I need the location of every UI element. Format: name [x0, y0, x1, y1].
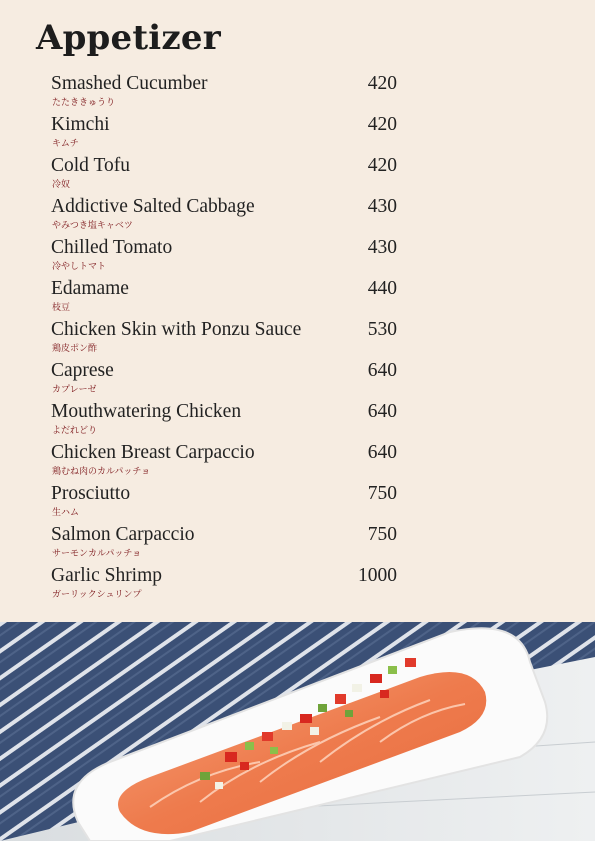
- menu-item-name: Edamame: [51, 278, 129, 299]
- menu-item-name: Caprese: [51, 360, 114, 381]
- menu-item-price: 420: [367, 155, 397, 176]
- menu-item-name: Smashed Cucumber: [51, 73, 208, 94]
- menu-item-price: 430: [367, 196, 397, 217]
- menu-item-japanese-name: ガーリックシュリンプ: [52, 590, 142, 600]
- menu-item: [51, 278, 397, 319]
- menu-item-price: 1000: [358, 565, 397, 586]
- menu-item-price: 440: [367, 278, 397, 299]
- menu-item-name: Chilled Tomato: [51, 237, 173, 258]
- menu-item-name: Mouthwatering Chicken: [51, 401, 242, 422]
- menu-item-japanese-name: 枝豆: [52, 303, 71, 313]
- menu-item-name: Chicken Skin with Ponzu Sauce: [51, 319, 302, 340]
- menu-item-name: Addictive Salted Cabbage: [51, 196, 255, 217]
- menu-item-price: 420: [367, 114, 397, 135]
- menu-list: [51, 73, 397, 606]
- menu-item: [51, 196, 397, 237]
- menu-item: [51, 73, 397, 114]
- menu-item-japanese-name: 冷やしトマト: [52, 262, 107, 272]
- salmon-carpaccio-photo: [0, 622, 595, 841]
- menu-item: [51, 401, 397, 442]
- menu-item-japanese-name: たたききゅうり: [52, 98, 116, 108]
- menu-item-japanese-name: やみつき塩キャベツ: [52, 221, 133, 231]
- menu-item-name: Garlic Shrimp: [51, 565, 163, 586]
- menu-item-japanese-name: カプレーゼ: [52, 385, 97, 395]
- menu-item-japanese-name: 冷奴: [52, 180, 71, 190]
- menu-item: [51, 565, 397, 606]
- menu-item: [51, 360, 397, 401]
- menu-item: [51, 524, 397, 565]
- menu-item-japanese-name: 鶏むね肉のカルパッチョ: [52, 467, 151, 477]
- menu-item-price: 640: [367, 360, 397, 381]
- menu-item: [51, 155, 397, 196]
- section-title: Appetizer: [36, 18, 221, 58]
- menu-item-price: 640: [367, 442, 397, 463]
- menu-item: [51, 237, 397, 278]
- menu-item: [51, 114, 397, 155]
- menu-item: [51, 483, 397, 524]
- menu-item-japanese-name: 生ハム: [52, 508, 80, 518]
- menu-item-name: Cold Tofu: [51, 155, 130, 176]
- menu-item-price: 530: [367, 319, 397, 340]
- menu-item-name: Chicken Breast Carpaccio: [51, 442, 255, 463]
- menu-item-name: Kimchi: [51, 114, 110, 135]
- menu-item-price: 750: [367, 524, 397, 545]
- menu-item-japanese-name: 鶏皮ポン酢: [52, 344, 98, 354]
- menu-item-name: Prosciutto: [51, 483, 131, 504]
- menu-item-price: 750: [367, 483, 397, 504]
- menu-item-japanese-name: よだれどり: [52, 426, 98, 436]
- menu-item-price: 430: [367, 237, 397, 258]
- menu-item: [51, 319, 397, 360]
- menu-item-japanese-name: キムチ: [52, 139, 79, 149]
- menu-item-japanese-name: サーモンカルパッチョ: [52, 549, 142, 559]
- menu-item-price: 420: [367, 73, 397, 94]
- menu-item-name: Salmon Carpaccio: [51, 524, 195, 545]
- menu-item-price: 640: [367, 401, 397, 422]
- menu-item: [51, 442, 397, 483]
